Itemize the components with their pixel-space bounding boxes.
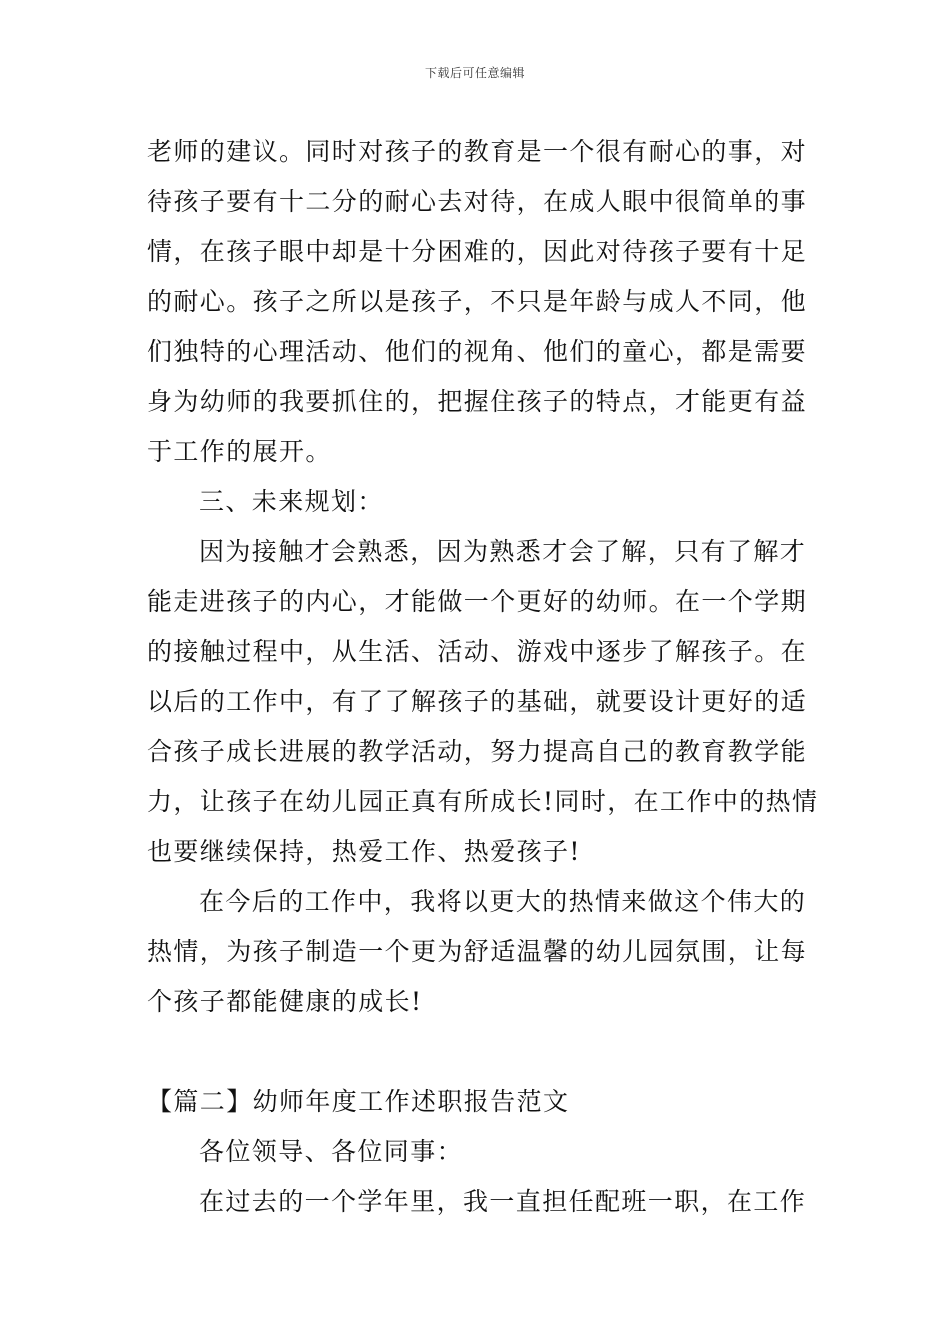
paragraph-future-plan bbox=[147, 527, 819, 877]
text-line: 【篇二】幼师年度工作述职报告范文 bbox=[147, 1087, 570, 1116]
text-line: 也要继续保持，热爱工作、热爱孩子! bbox=[147, 837, 581, 866]
section-heading-future-plan bbox=[147, 477, 809, 527]
text-line: 个孩子都能健康的成长! bbox=[147, 987, 423, 1016]
text-line: 在过去的一个学年里，我一直担任配班一职，在工作 bbox=[199, 1187, 807, 1216]
text-line: 们独特的心理活动、他们的视角、他们的童心，都是需要 bbox=[147, 337, 808, 366]
text-line: 的接触过程中，从生活、活动、游戏中逐步了解孩子。在 bbox=[147, 637, 808, 666]
page-header: 下载后可任意编辑 bbox=[424, 66, 525, 80]
text-line: 各位领导、各位同事： bbox=[199, 1137, 464, 1166]
text-line: 身为幼师的我要抓住的，把握住孩子的特点，才能更有益 bbox=[147, 387, 808, 416]
text-line: 合孩子成长进展的教学活动，努力提高自己的教育教学能 bbox=[147, 737, 808, 766]
text-line: 热情，为孩子制造一个更为舒适温馨的幼儿园氛围，让每 bbox=[147, 937, 808, 966]
salutation bbox=[147, 1127, 809, 1177]
paragraph-opening bbox=[147, 1177, 809, 1227]
paragraph-future-work bbox=[147, 877, 809, 1027]
text-line: 力，让孩子在幼儿园正真有所成长!同时，在工作中的热情 bbox=[147, 787, 819, 816]
text-line: 以后的工作中，有了了解孩子的基础，就要设计更好的适 bbox=[147, 687, 808, 716]
text-line: 在今后的工作中，我将以更大的热情来做这个伟大的 bbox=[199, 887, 807, 916]
text-line: 老师的建议。同时对孩子的教育是一个很有耐心的事，对 bbox=[147, 137, 808, 166]
text-line: 于工作的展开。 bbox=[147, 437, 332, 466]
spacer bbox=[147, 1027, 809, 1077]
paragraph-teacher-advice bbox=[147, 127, 809, 477]
document-body bbox=[147, 127, 819, 1227]
text-line: 能走进孩子的内心，才能做一个更好的幼师。在一个学期 bbox=[147, 587, 808, 616]
text-line: 待孩子要有十二分的耐心去对待，在成人眼中很简单的事 bbox=[147, 187, 808, 216]
article-title-part-two bbox=[147, 1077, 809, 1127]
text-line: 因为接触才会熟悉，因为熟悉才会了解，只有了解才 bbox=[199, 537, 807, 566]
text-line: 三、未来规划： bbox=[199, 487, 384, 516]
text-line: 的耐心。孩子之所以是孩子，不只是年龄与成人不同，他 bbox=[147, 287, 808, 316]
text-line: 情，在孩子眼中却是十分困难的，因此对待孩子要有十足 bbox=[147, 237, 808, 266]
